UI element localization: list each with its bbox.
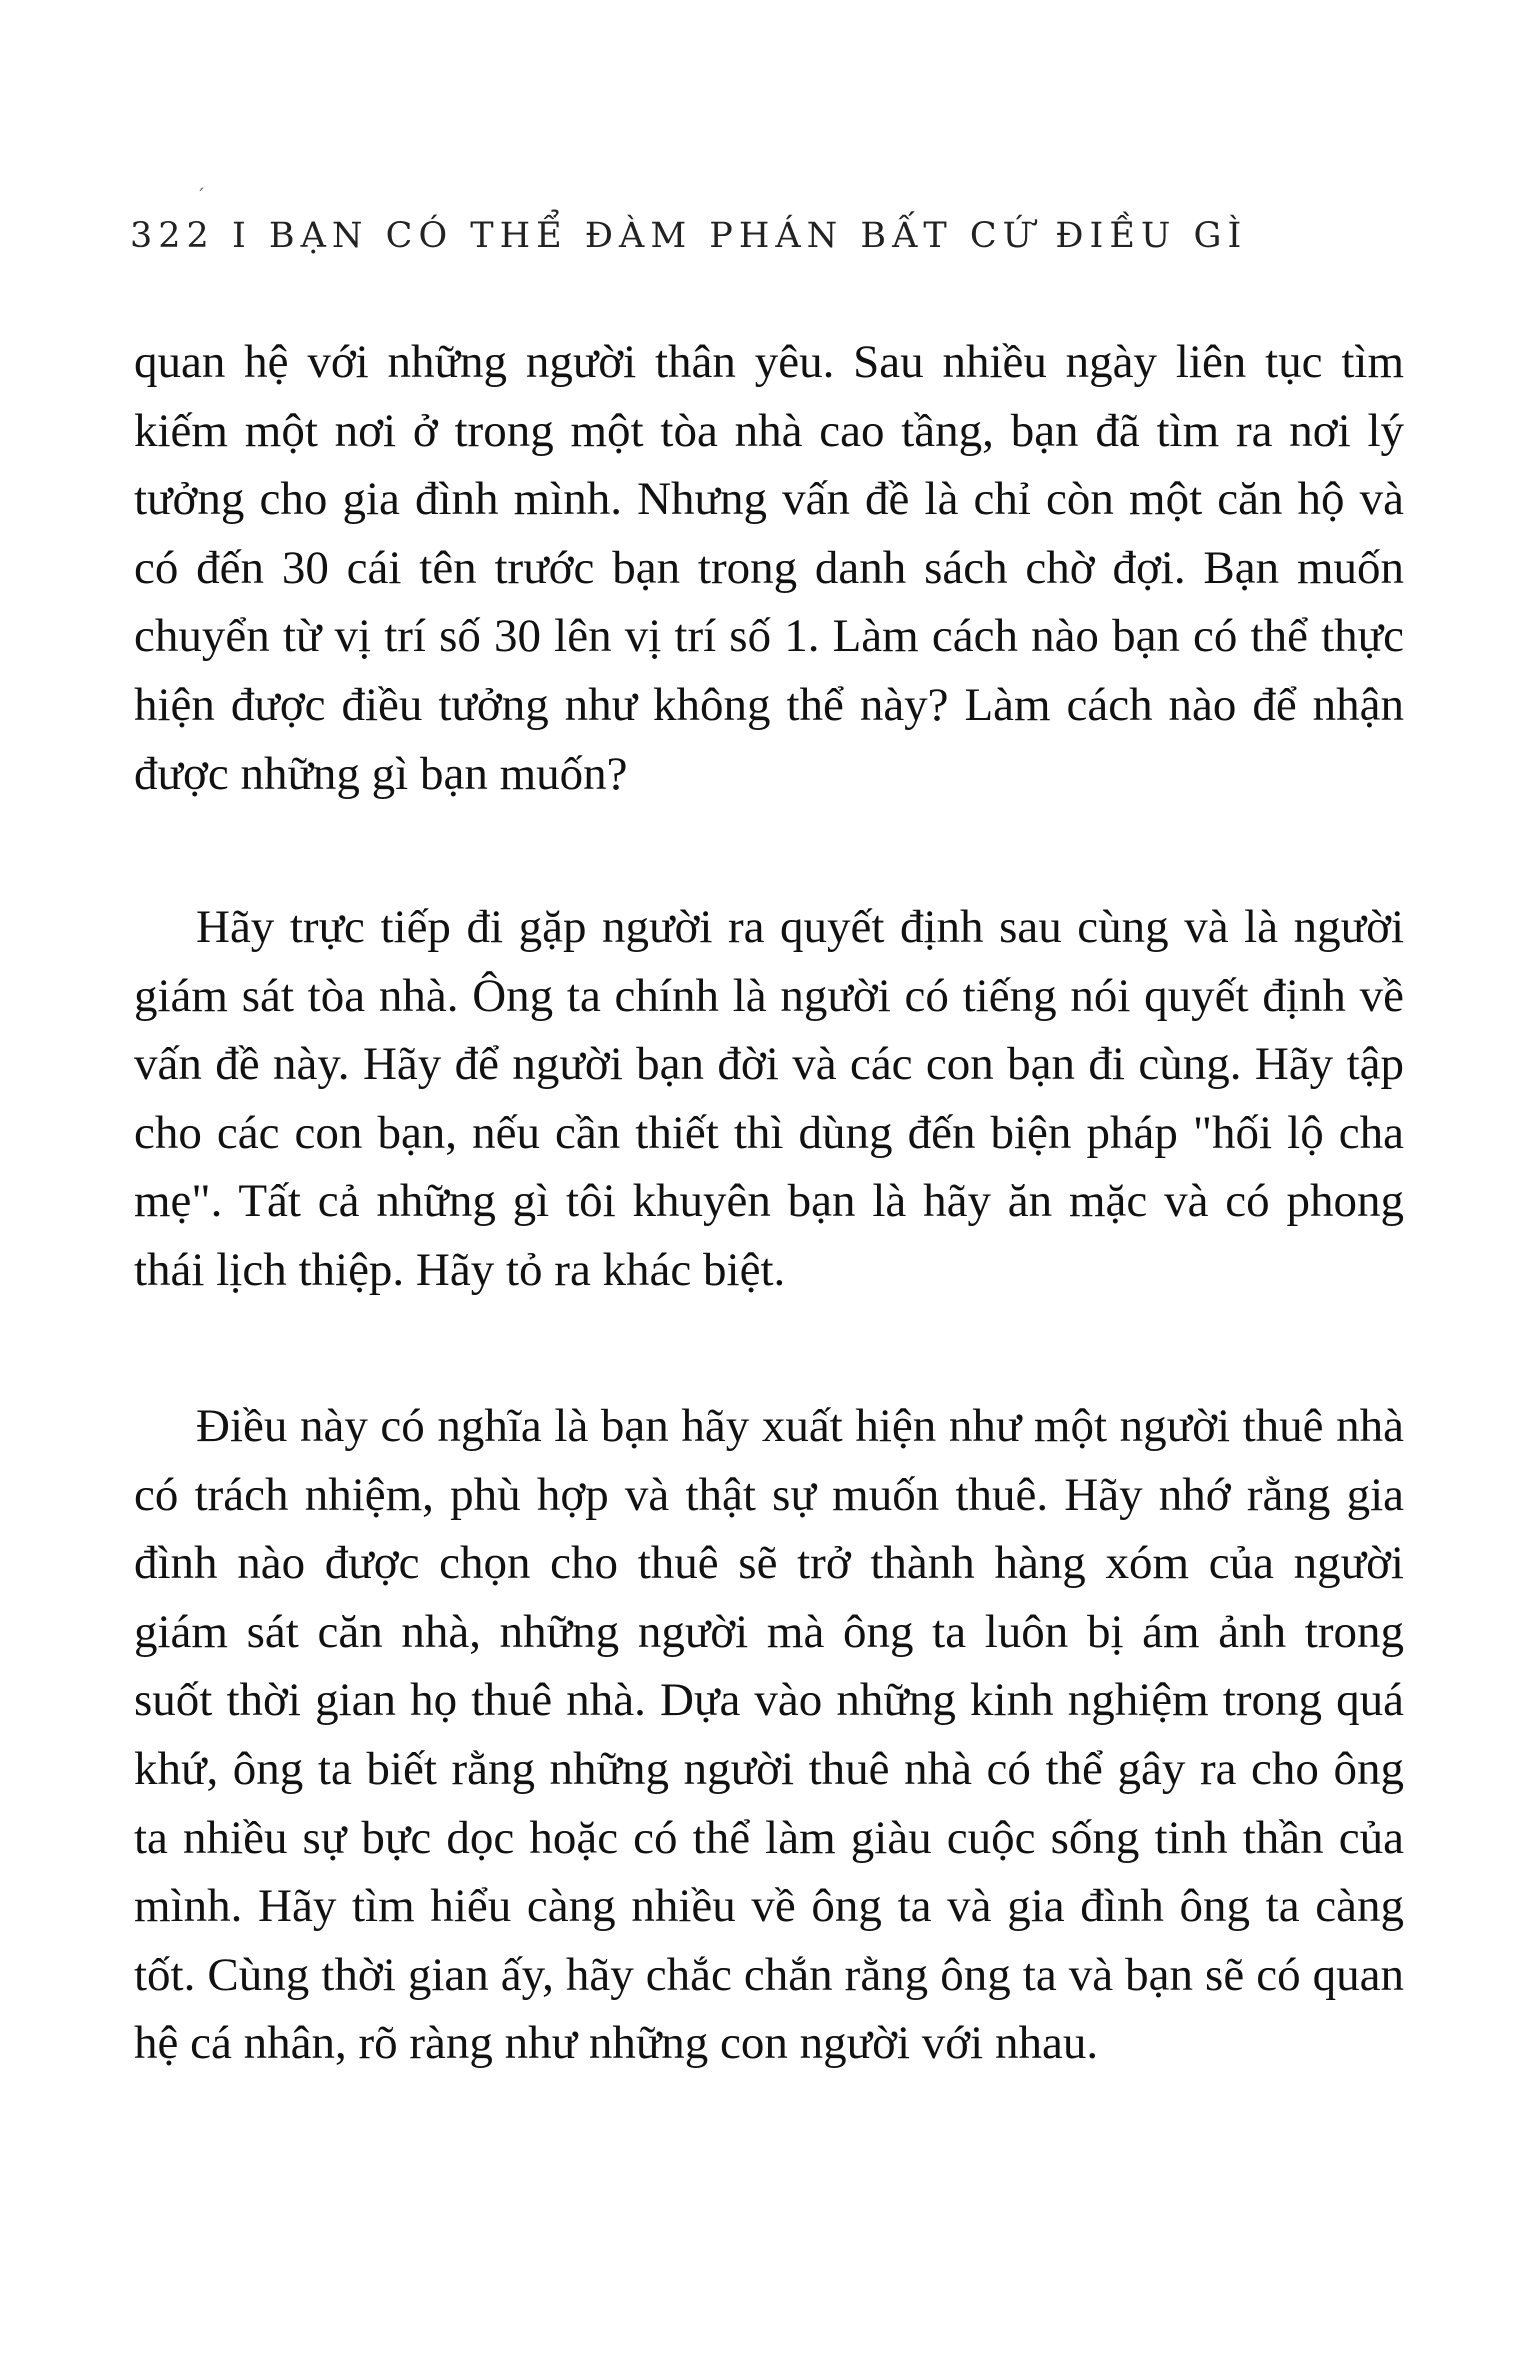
print-mark: ˊ	[196, 186, 205, 207]
running-header	[130, 216, 1247, 256]
paragraph-2: Hãy trực tiếp đi gặp người ra quyết định sau cùng và là người giám sát tòa nhà. Ông ta chính là người có tiếng nói quyết định về vấn đề này. Hãy để người bạn đời và các con bạn đi cùng. Hãy tập cho các con bạn, nếu cần thiết thì dùng đến biện pháp "hối lộ cha mẹ". Tất cả những gì tôi khuyên bạn là hãy ăn mặc và có phong thái lịch thiệp. Hãy tỏ ra khác biệt.	[134, 901, 1404, 1296]
book-title: BẠN CÓ THỂ ĐÀM PHÁN BẤT CỨ ĐIỀU GÌ	[268, 216, 1248, 256]
page-number: 322	[130, 216, 215, 256]
paragraph-1: quan hệ với những người thân yêu. Sau nhiều ngày liên tục tìm kiếm một nơi ở trong một tòa nhà cao tầng, bạn đã tìm ra nơi lý tưởng cho gia đình mình. Nhưng vấn đề là chỉ còn một căn hộ và có đến 30 cái tên trước bạn trong danh sách chờ đợi. Bạn muốn chuyển từ vị trí số 30 lên vị trí số 1. Làm cách nào bạn có thể thực hiện được điều tưởng như không thể này? Làm cách nào để nhận được những gì bạn muốn?	[134, 336, 1404, 800]
paragraph-3: Điều này có nghĩa là bạn hãy xuất hiện như một người thuê nhà có trách nhiệm, phù hợp và thật sự muốn thuê. Hãy nhớ rằng gia đình nào được chọn cho thuê sẽ trở thành hàng xóm của người giám sát căn nhà, những người mà ông ta luôn bị ám ảnh trong suốt thời gian họ thuê nhà. Dựa vào những kinh nghiệm trong quá khứ, ông ta biết rằng những người thuê nhà có thể gây ra cho ông ta nhiều sự bực dọc hoặc có thể làm giàu cuộc sống tinh thần của mình. Hãy tìm hiểu càng nhiều về ông ta và gia đình ông ta càng tốt. Cùng thời gian ấy, hãy chắc chắn rằng ông ta và bạn sẽ có quan hệ cá nhân, rõ ràng như những con người với nhau.	[134, 1400, 1404, 2070]
header-separator: I	[231, 216, 252, 256]
